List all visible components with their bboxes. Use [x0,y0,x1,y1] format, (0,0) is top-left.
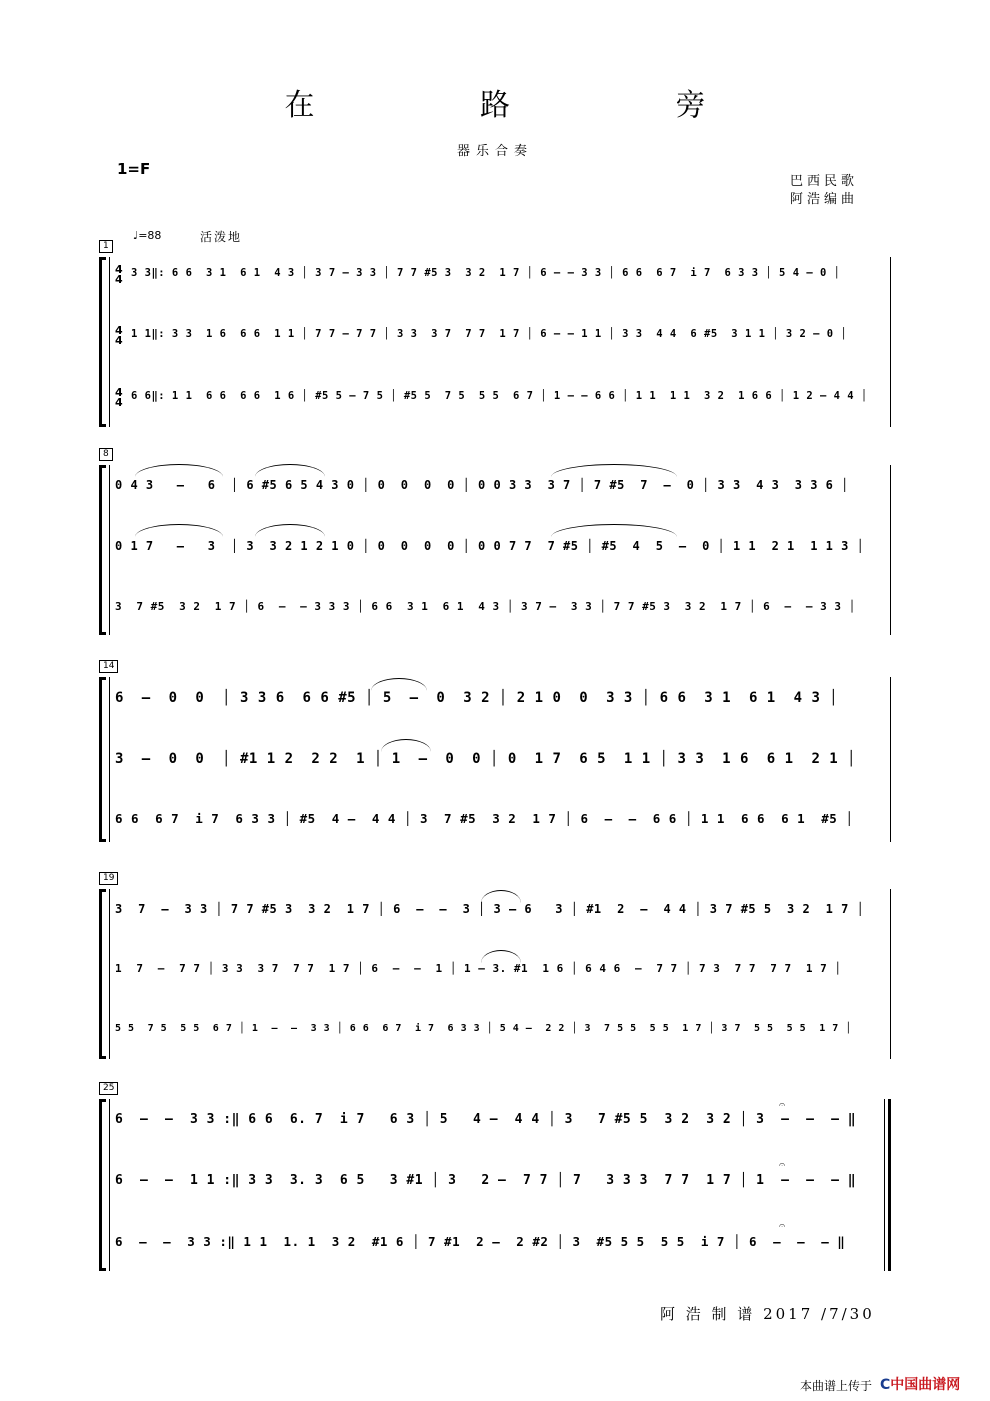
notation-line: 3 – 0 0 │ #1 1 2 2 2 1 │ 1 – 0 0 │ 0 1 7 6 5 1 1 │ 3 3 1 6 6 1 2 1 │ [115,751,857,767]
end-barline [890,677,891,842]
site-logo-mark: C [880,1377,891,1393]
notation-line: 6 – – 3 3 :‖ 6 6 6. 7 i 7 6 3 │ 5 4 – 4 4 │ 3 7 #5 5 3 2 3 2 │ 3 – – – ‖ [115,1112,857,1127]
expression-marking: 活泼地 [200,230,243,244]
end-barline [890,257,891,427]
notation-line: 6 – – 1 1 :‖ 3 3 3. 3 6 5 3 #1 │ 3 2 – 7 7 │ 7 3 3 3 7 7 1 7 │ 1 – – – ‖ [115,1173,857,1188]
notation-line: 5 5 7 5 5 5 6 7 │ 1 – – 3 3 │ 6 6 6 7 i 7 6 3 3 │ 5 4 – 2 2 │ 3 7 5 5 5 5 1 7 │ 3 7 5 5 5 5 1 7 │ [115,1023,852,1034]
score-system-8 [99,449,891,640]
staff-part-3 [99,1023,891,1043]
staff-part-2 [99,962,891,982]
tempo-marking: ♩=88 [133,229,162,242]
staff-part-1 [99,902,891,922]
upload-note: 本曲谱上传于 [800,1379,873,1393]
slur [135,464,223,477]
time-signature: 4 4 [115,324,123,347]
fermata-icon: 𝄐 [779,1158,786,1171]
final-barline [888,1099,891,1271]
arranger-label: 阿浩编曲 [790,192,859,207]
page-title: 在 路 旁 [284,88,784,123]
score-system-14 [99,661,891,847]
staff-part-2 [99,324,891,348]
notation-line: 3 7 #5 3 2 1 7 │ 6 – – 3 3 3 │ 6 6 3 1 6 1 4 3 │ 3 7 – 3 3 │ 7 7 #5 3 3 2 1 7 │ 6 – – 3 3 │ [115,600,856,613]
staff-part-2 [99,539,891,559]
score-system-19 [99,873,891,1059]
staff-part-3 [99,811,891,831]
measure-number: 1 [99,240,113,253]
transcriber-credit: 阿 浩 制 谱 2017 /7/30 [660,1305,875,1323]
measure-number: 19 [99,872,118,885]
staff-part-2 [99,751,891,771]
measure-number: 14 [99,660,118,673]
notation-line: 6 6‖: 1 1 6 6 6 6 1 6 │ #5 5 – 7 5 │ #5 5 7 5 5 5 6 7 │ 1 – – 6 6 │ 1 1 1 1 3 2 1 6 6 │ 1 2 – 4 4 │ [131,390,868,402]
site-logo[interactable] [880,1374,960,1394]
staff-part-3 [99,600,891,620]
notation-line: 6 – – 3 3 :‖ 1 1 1. 1 3 2 #1 6 │ 7 #1 2 – 2 #2 │ 3 #5 5 5 5 5 i 7 │ 6 – – – ‖ [115,1234,846,1249]
notation-line: 6 – 0 0 │ 3 3 6 6 6 #5 │ 5 – 0 3 2 │ 2 1 0 0 3 3 │ 6 6 3 1 6 1 4 3 │ [115,690,839,706]
staff-part-2 [99,1173,891,1193]
final-barline-thin [884,1099,885,1271]
end-barline [890,465,891,635]
staff-part-1 [99,263,891,287]
subtitle: 器乐合奏 [456,144,533,159]
staff-part-1 [99,478,891,498]
slur [551,524,677,537]
measure-number: 8 [99,448,113,461]
site-logo-text: 中国曲谱网 [890,1377,961,1393]
notation-line: 3 7 – 3 3 │ 7 7 #5 3 3 2 1 7 │ 6 – – 3 │ 3 – 6 3 │ #1 2 – 4 4 │ 3 7 #5 5 3 2 1 7 │ [115,902,865,916]
time-signature: 4 4 [115,263,123,286]
slur [135,524,223,537]
slur [551,464,677,477]
staff-part-3 [99,1234,891,1254]
notation-line: 1 1‖: 3 3 1 6 6 6 1 1 │ 7 7 – 7 7 │ 3 3 3 7 7 7 1 7 │ 6 – – 1 1 │ 3 3 4 4 6 #5 3 1 1 │ 3 2 – 0 │ [131,328,848,340]
staff-part-3 [99,386,891,410]
staff-part-1 [99,1112,891,1132]
time-signature: 4 4 [115,386,123,409]
measure-number: 25 [99,1082,118,1095]
notation-line: 1 7 – 7 7 │ 3 3 3 7 7 7 1 7 │ 6 – – 1 │ 1 – 3. #1 1 6 │ 6 4 6 – 7 7 │ 7 3 7 7 7 7 1 7 │ [115,962,842,975]
score-system-1 [99,241,891,432]
notation-line: 6 6 6 7 i 7 6 3 3 │ #5 4 – 4 4 │ 3 7 #5 3 2 1 7 │ 6 – – 6 6 │ 1 1 6 6 6 1 #5 │ [115,811,854,826]
key-signature: 1=F [117,160,151,178]
staff-part-1 [99,690,891,710]
fermata-icon: 𝄐 [779,1219,786,1232]
slur [255,524,325,537]
notation-line: 0 1 7 – 3 │ 3 3 2 1 2 1 0 │ 0 0 0 0 │ 0 0 7 7 7 #5 │ #5 4 5 – 0 │ 1 1 2 1 1 1 3 │ [115,539,865,553]
score-system-25 [99,1083,891,1274]
fermata-icon: 𝄐 [779,1098,786,1111]
notation-line: 3 3‖: 6 6 3 1 6 1 4 3 │ 3 7 – 3 3 │ 7 7 #5 3 3 2 1 7 │ 6 – – 3 3 │ 6 6 6 7 i 7 6 3 3 │ 5 4 – 0 │ [131,267,841,279]
slur [255,464,325,477]
notation-line: 0 4 3 – 6 │ 6 #5 6 5 4 3 0 │ 0 0 0 0 │ 0 0 3 3 3 7 │ 7 #5 7 – 0 │ 3 3 4 3 3 3 6 │ [115,478,849,492]
origin-label: 巴西民歌 [790,174,859,189]
end-barline [890,889,891,1059]
